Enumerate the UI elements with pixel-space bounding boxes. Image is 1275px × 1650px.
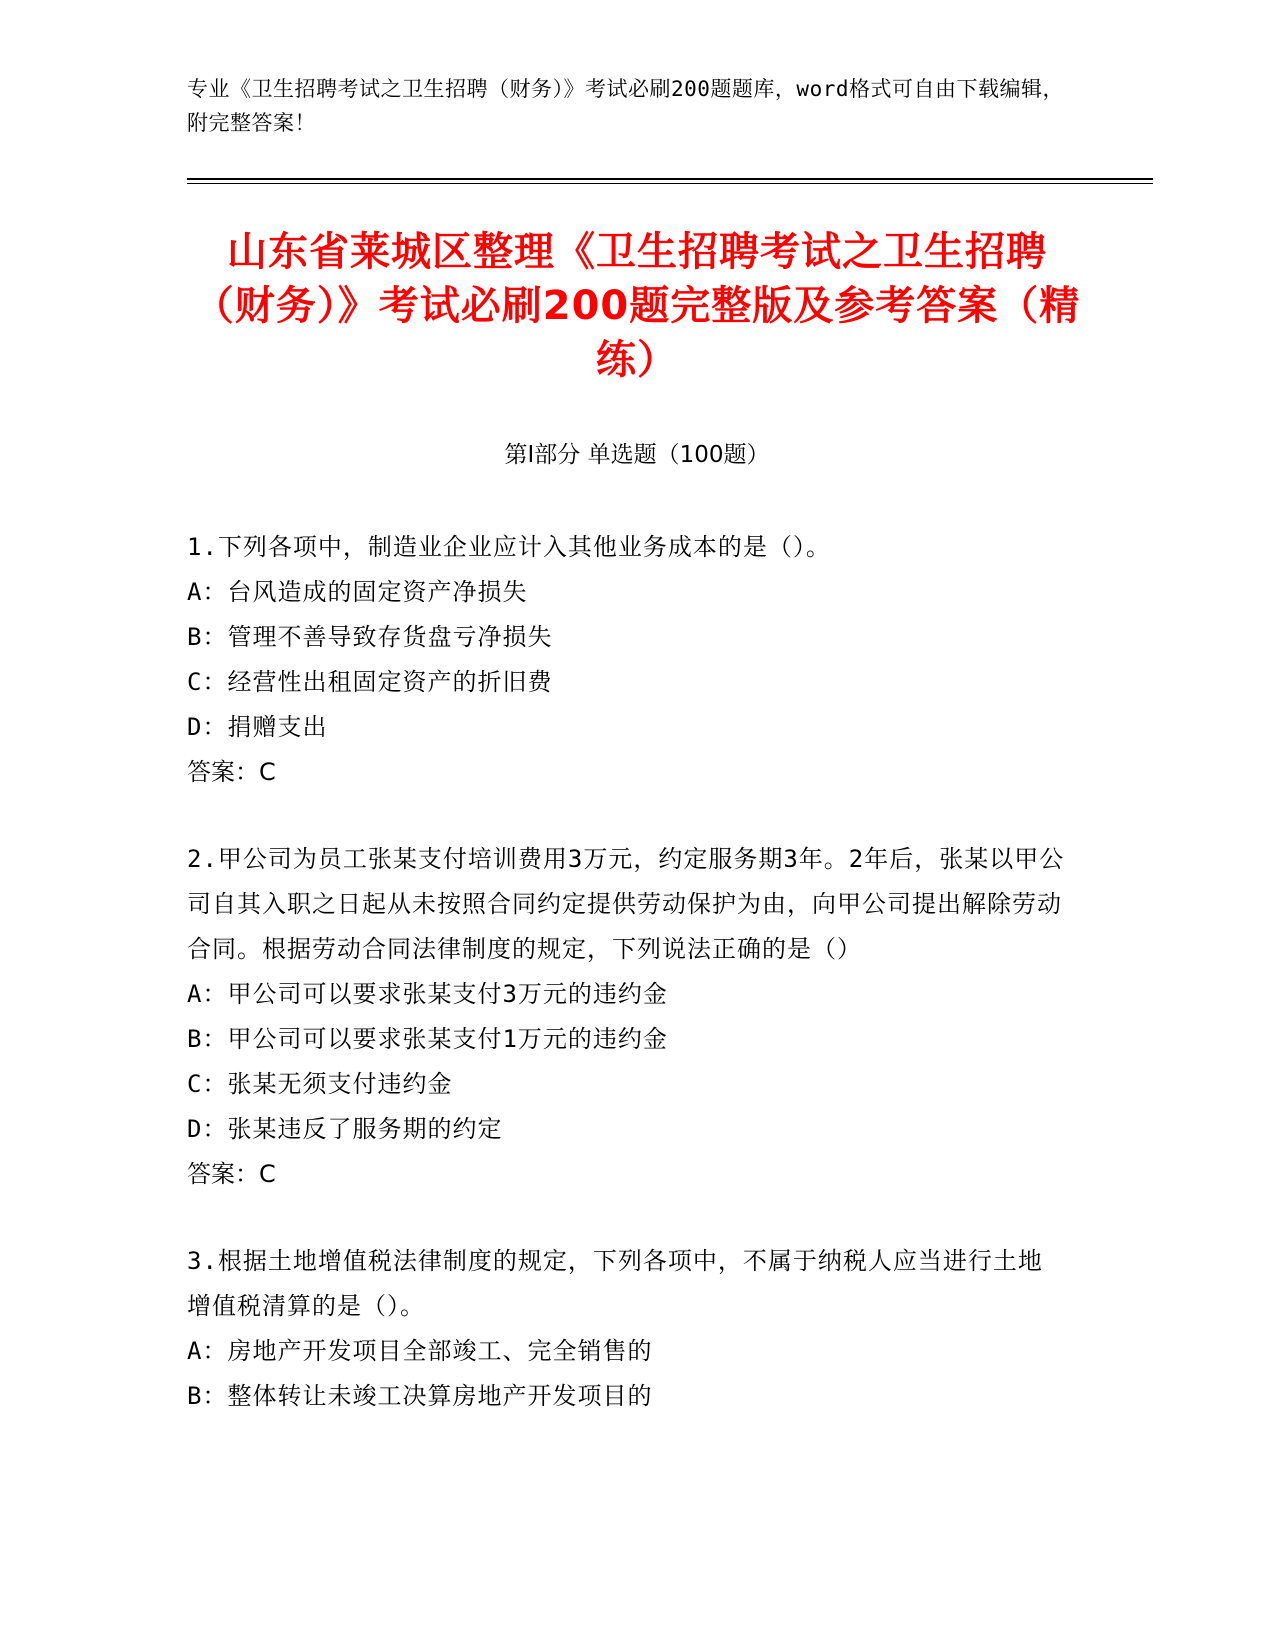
answer-line: 答案：C — [187, 758, 276, 786]
option-a: A：甲公司可以要求张某支付3万元的违约金 — [187, 980, 668, 1008]
question-stem: 2.甲公司为员工张某支付培训费用3万元，约定服务期3年。2年后，张某以甲公司自其入职之日起从未按照合同约定提供劳动保护为由，向甲公司提出解除劳动合同。根据劳动合同法律制度的规定，下列说法正确的是（） — [187, 845, 1065, 963]
question-1 — [187, 525, 1067, 795]
section-heading: 第Ⅰ部分 单选题（100题） — [504, 442, 770, 468]
question-list — [187, 525, 1067, 1461]
header-note: 专业《卫生招聘考试之卫生招聘（财务）》考试必刷200题题库，word格式可自由下载编辑，附完整答案！ — [187, 77, 1064, 135]
option-c: C：张某无须支付违约金 — [187, 1070, 453, 1098]
option-a: A：房地产开发项目全部竣工、完全销售的 — [187, 1337, 653, 1365]
answer-line: 答案：C — [187, 1160, 276, 1188]
header-rule-thick — [187, 178, 1153, 180]
option-b: B：甲公司可以要求张某支付1万元的违约金 — [187, 1025, 668, 1053]
document-title: 山东省莱城区整理《卫生招聘考试之卫生招聘（财务）》考试必刷200题完整版及参考答案（精练） — [193, 229, 1081, 383]
option-c: C：经营性出租固定资产的折旧费 — [187, 668, 553, 696]
header-rule-thin — [187, 183, 1153, 184]
option-d: D：捐赠支出 — [187, 713, 328, 741]
question-2 — [187, 837, 1067, 1197]
question-stem: 1.下列各项中，制造业企业应计入其他业务成本的是（）。 — [187, 533, 831, 561]
option-d: D：张某违反了服务期的约定 — [187, 1115, 503, 1143]
option-b: B：整体转让未竣工决算房地产开发项目的 — [187, 1382, 653, 1410]
question-stem: 3.根据土地增值税法律制度的规定，下列各项中，不属于纳税人应当进行土地增值税清算的是（）。 — [187, 1247, 1043, 1320]
option-b: B：管理不善导致存货盘亏净损失 — [187, 623, 553, 651]
question-3 — [187, 1239, 1067, 1419]
option-a: A：台风造成的固定资产净损失 — [187, 578, 528, 606]
